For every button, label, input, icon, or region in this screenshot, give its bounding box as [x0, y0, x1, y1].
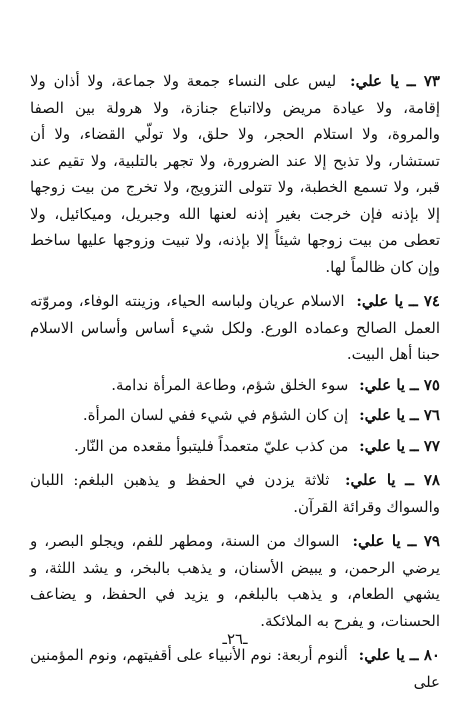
hadith-text: من كذب عليّ متعمداً فليتبوأ مقعده من النّار. — [73, 436, 349, 455]
hadith-addressee: يا علي: — [359, 436, 406, 455]
hadith-number: ٧٩ ــ — [407, 532, 440, 550]
hadith-number: ٧٨ ــ — [405, 471, 440, 489]
hadith-number: ٧٥ ــ — [409, 375, 440, 394]
hadith-addressee: يا علي: — [358, 646, 405, 664]
hadith-addressee: يا علي: — [356, 292, 404, 310]
hadith-76 — [30, 402, 440, 429]
hadith-73 — [30, 68, 440, 280]
hadith-80 — [30, 642, 440, 695]
hadith-text: الاسلام عريان ولباسه الحياء، وزينته الوفاء، ومروّته العمل الصالح وعماده الورع. ولكل شيء أساس وأساس الاسلام حبنا أهل البيت. — [30, 292, 440, 363]
hadith-number: ٨٠ ــ — [409, 646, 440, 664]
hadith-addressee: يا علي: — [359, 375, 406, 394]
hadith-74 — [30, 288, 440, 368]
hadith-77 — [30, 433, 440, 460]
hadith-78 — [30, 467, 440, 520]
hadith-text: إن كان الشؤم في شيء ففي لسان المرأة. — [82, 406, 349, 424]
hadith-text: ليس على النساء جمعة ولا جماعة، ولا أذان ولا إقامة، ولا عيادة مريض ولااتباع جنازة، ولا هرولة بين الصفا والمروة، ولا استلام الحجر، ولا حلق، ولا تولّي القضاء، ولا أن تستشار، ولا تذبح إلا عند الضرورة، ولا تجهر بالتلبية، ولا تقيم عند قبر، ولا تسمع الخطبة، ولا تتولى التزويج، ولا تخرج من بيت زوجها إلا بإذنه فإن خرجت بغير إذنه لعنها الله وجبريل، وميكائيل، ولا تعطى من بيت زوجها شيئاً إلا بإذنه، ولا تبيت وزوجها عليها ساخط وإن كان ظالماً لها. — [30, 72, 440, 276]
hadith-addressee: يا علي: — [344, 471, 396, 489]
hadith-addressee: يا علي: — [359, 406, 406, 424]
hadith-number: ٧٣ ــ — [406, 72, 440, 90]
hadith-79 — [30, 528, 440, 634]
hadith-number: ٧٧ ــ — [409, 436, 440, 455]
hadith-75 — [30, 372, 440, 399]
hadith-text: ثلاثة يزدن في الحفظ و يذهبن البلغم: اللبان والسواك وقرائة القرآن. — [30, 471, 440, 516]
hadith-addressee: يا علي: — [350, 72, 399, 90]
hadith-number: ٧٦ ــ — [409, 406, 440, 424]
page-number: ـ٢٦ـ — [222, 630, 248, 648]
hadith-number: ٧٤ ــ — [408, 292, 440, 310]
hadith-addressee: يا علي: — [352, 532, 401, 550]
hadith-text: ألنوم أربعة: نوم الأنبياء على أقفيتهم، ونوم المؤمنين على — [30, 646, 440, 691]
hadith-text: سوء الخلق شؤم، وطاعة المرأة ندامة. — [111, 375, 349, 394]
hadith-text: السواك من السنة، ومطهر للفم، ويجلو البصر، و يرضي الرحمن، و يبيض الأسنان، و يذهب بالبخر، و يشد اللثة، و يشهي الطعام، و يذهب بالبلغم، و يزيد في الحفظ، و يضاعف الحسنات، و يفرح به الملائكة. — [30, 532, 440, 630]
